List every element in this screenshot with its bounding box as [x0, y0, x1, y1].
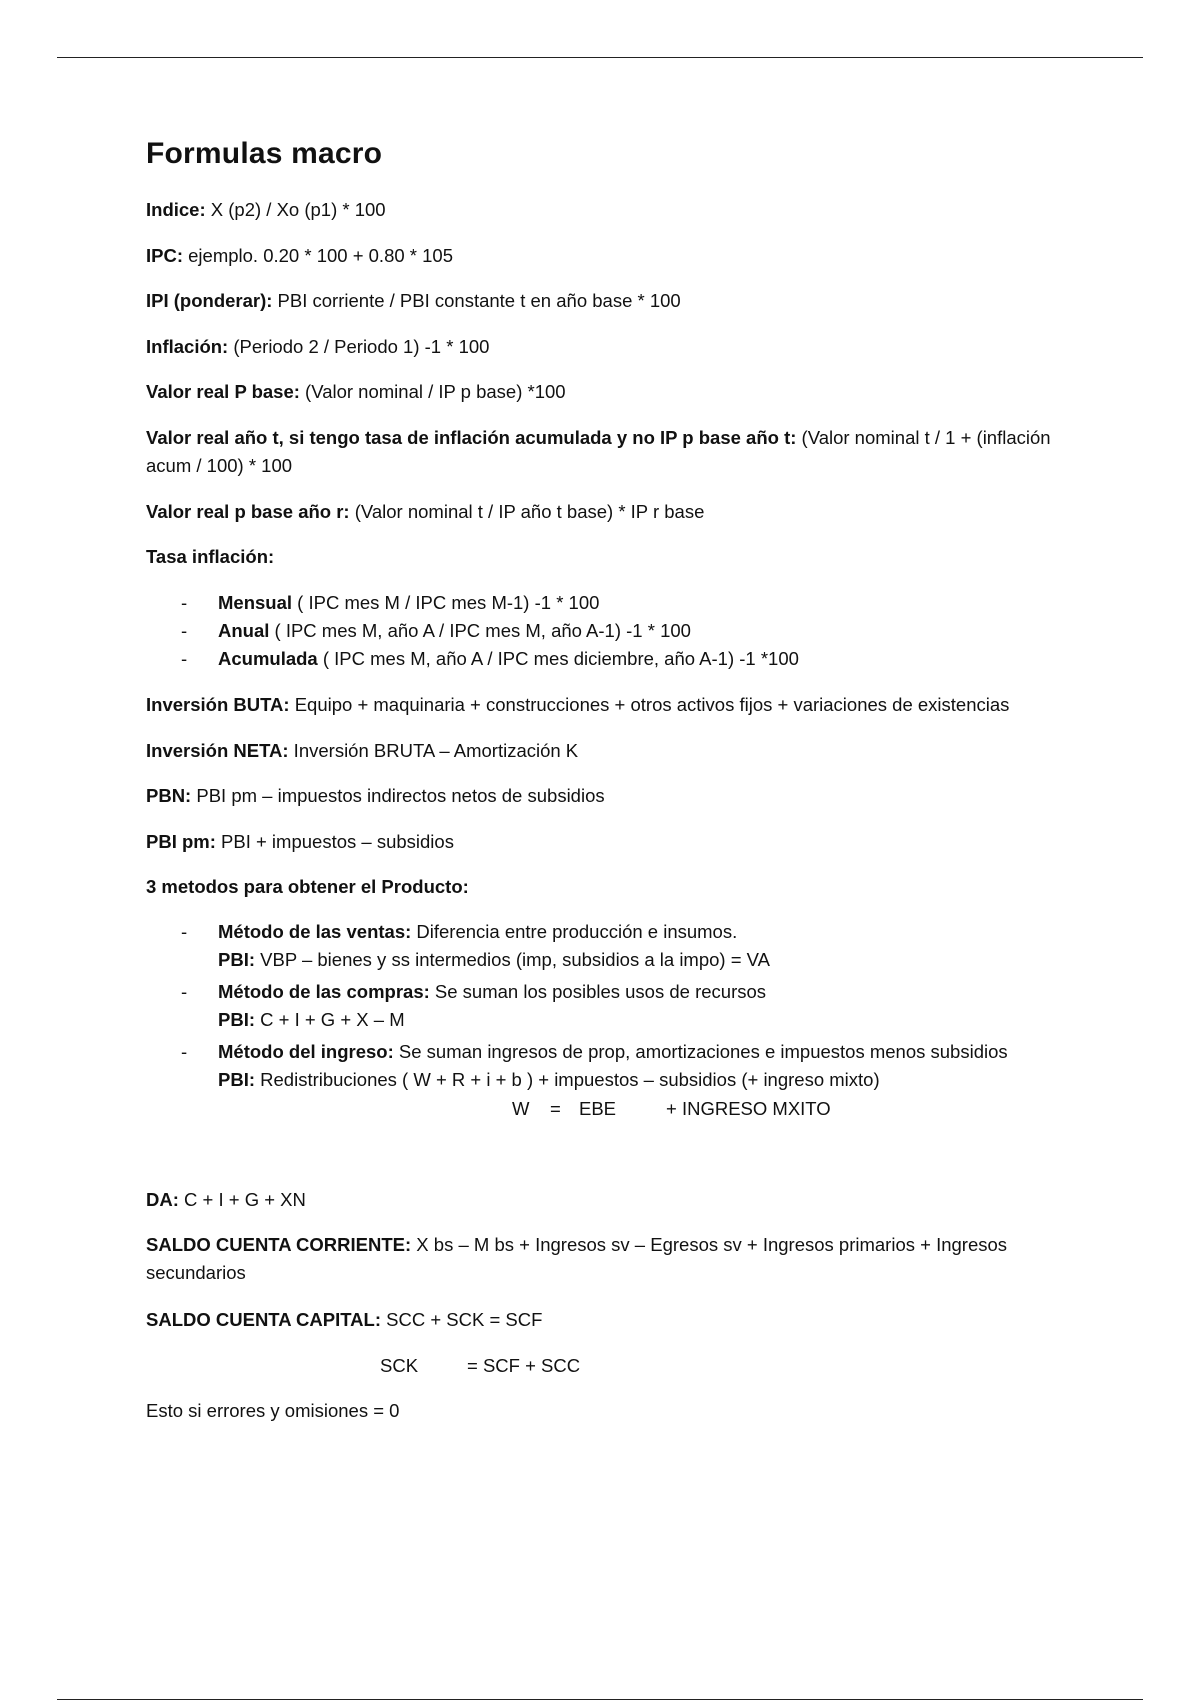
formula-inflacion — [146, 333, 489, 361]
list-bullet: - — [181, 592, 188, 613]
formula-valor-real-p-base-anio-r — [146, 498, 704, 526]
section-metodos — [146, 873, 469, 901]
ingreso-detail-eq: = — [550, 1098, 561, 1119]
item-label: PBI: — [218, 949, 255, 970]
formula-text: X bs – M bs + Ingresos sv – Egresos sv + Ingresos primarios + Ingresos secundarios — [146, 1234, 1008, 1283]
sck-left: SCK — [380, 1355, 419, 1376]
formula-text: SCC + SCK = SCF — [381, 1309, 543, 1330]
item-label: Acumulada — [218, 648, 318, 669]
formula-text: (Valor nominal / IP p base) *100 — [299, 381, 566, 402]
formula-text: (Periodo 2 / Periodo 1) -1 * 100 — [228, 336, 490, 357]
formula-valor-real-p-base — [146, 378, 566, 406]
list-item — [218, 589, 599, 617]
section-label: Tasa inflación: — [146, 546, 275, 567]
ingreso-detail-w: W — [512, 1098, 530, 1119]
list-item-pbi — [218, 946, 770, 974]
formula-valor-real-anio-t — [146, 424, 1086, 480]
formula-text: X (p2) / Xo (p1) * 100 — [205, 199, 386, 220]
formula-label: Inversión NETA: — [146, 740, 289, 761]
item-label: Mensual — [218, 592, 293, 613]
formula-text: PBI pm – impuestos indirectos netos de subsidios — [191, 785, 605, 806]
list-bullet: - — [181, 981, 188, 1002]
formula-text: ejemplo. 0.20 * 100 + 0.80 * 105 — [183, 245, 453, 266]
formula-da — [146, 1186, 306, 1214]
item-label: Método del ingreso: — [218, 1041, 394, 1062]
formula-label: Inflación: — [146, 336, 229, 357]
formula-saldo-cuenta-corriente — [146, 1231, 1046, 1287]
item-text: Diferencia entre producción e insumos. — [411, 921, 738, 942]
sck-right: = SCF + SCC — [467, 1355, 581, 1376]
item-label: PBI: — [218, 1069, 255, 1090]
item-label: Método de las ventas: — [218, 921, 412, 942]
item-text: ( IPC mes M, año A / IPC mes diciembre, año A-1) -1 *100 — [317, 648, 799, 669]
formula-inversion-neta — [146, 737, 578, 765]
item-text: Se suman ingresos de prop, amortizaciones e impuestos menos subsidios — [393, 1041, 1008, 1062]
item-text: ( IPC mes M / IPC mes M-1) -1 * 100 — [292, 592, 600, 613]
formula-text: PBI corriente / PBI constante t en año base * 100 — [272, 290, 681, 311]
formula-text: Inversión BRUTA – Amortización K — [288, 740, 579, 761]
formula-label: IPI (ponderar): — [146, 290, 273, 311]
formula-label: SALDO CUENTA CAPITAL: — [146, 1309, 381, 1330]
formula-label: Valor real P base: — [146, 381, 300, 402]
list-bullet: - — [181, 620, 188, 641]
item-label: Método de las compras: — [218, 981, 430, 1002]
section-tasa-inflacion — [146, 543, 274, 571]
formula-label: PBI pm: — [146, 831, 216, 852]
item-text: VBP – bienes y ss intermedios (imp, subsidios a la impo) = VA — [255, 949, 770, 970]
list-item — [218, 617, 691, 645]
item-label: Anual — [218, 620, 270, 641]
note-errores-omisiones: Esto si errores y omisiones = 0 — [146, 1400, 400, 1421]
ingreso-detail-ebe: EBE — [579, 1098, 617, 1119]
list-bullet: - — [181, 921, 188, 942]
item-text: Redistribuciones ( W + R + i + b ) + impuestos – subsidios (+ ingreso mixto) — [255, 1069, 880, 1090]
formula-ipc — [146, 242, 453, 270]
formula-pbi-pm — [146, 828, 454, 856]
ingreso-detail-mixto: + INGRESO MXITO — [666, 1098, 831, 1119]
list-item — [218, 1038, 1008, 1066]
formula-pbn — [146, 782, 605, 810]
formula-label: DA: — [146, 1189, 179, 1210]
top-rule — [57, 57, 1143, 58]
list-item — [218, 978, 766, 1006]
formula-text: C + I + G + XN — [178, 1189, 306, 1210]
list-item-pbi — [218, 1006, 405, 1034]
formula-label: Valor real año t, si tengo tasa de inflación acumulada y no IP p base año t: — [146, 427, 797, 448]
item-text: C + I + G + X – M — [255, 1009, 405, 1030]
formula-label: Indice: — [146, 199, 206, 220]
item-text: ( IPC mes M, año A / IPC mes M, año A-1) -1 * 100 — [269, 620, 691, 641]
formula-label: PBN: — [146, 785, 192, 806]
item-text: Se suman los posibles usos de recursos — [429, 981, 767, 1002]
list-item — [218, 645, 799, 673]
formula-indice — [146, 196, 386, 224]
list-item — [218, 918, 737, 946]
list-bullet: - — [181, 1041, 188, 1062]
formula-inversion-buta — [146, 691, 1009, 719]
list-item-pbi — [218, 1066, 880, 1094]
formula-text: Equipo + maquinaria + construcciones + otros activos fijos + variaciones de existencias — [289, 694, 1010, 715]
formula-text: (Valor nominal t / 1 + (inflación acum / 100) * 100 — [146, 427, 1051, 476]
formula-ipi — [146, 287, 681, 315]
item-label: PBI: — [218, 1009, 255, 1030]
formula-label: IPC: — [146, 245, 183, 266]
formula-text: (Valor nominal t / IP año t base) * IP r base — [349, 501, 705, 522]
list-bullet: - — [181, 648, 188, 669]
page-title: Formulas macro — [146, 137, 383, 170]
formula-label: Inversión BUTA: — [146, 694, 290, 715]
formula-text: PBI + impuestos – subsidios — [215, 831, 454, 852]
formula-label: Valor real p base año r: — [146, 501, 350, 522]
section-label: 3 metodos para obtener el Producto: — [146, 876, 469, 897]
formula-label: SALDO CUENTA CORRIENTE: — [146, 1234, 412, 1255]
formula-saldo-cuenta-capital — [146, 1306, 542, 1334]
